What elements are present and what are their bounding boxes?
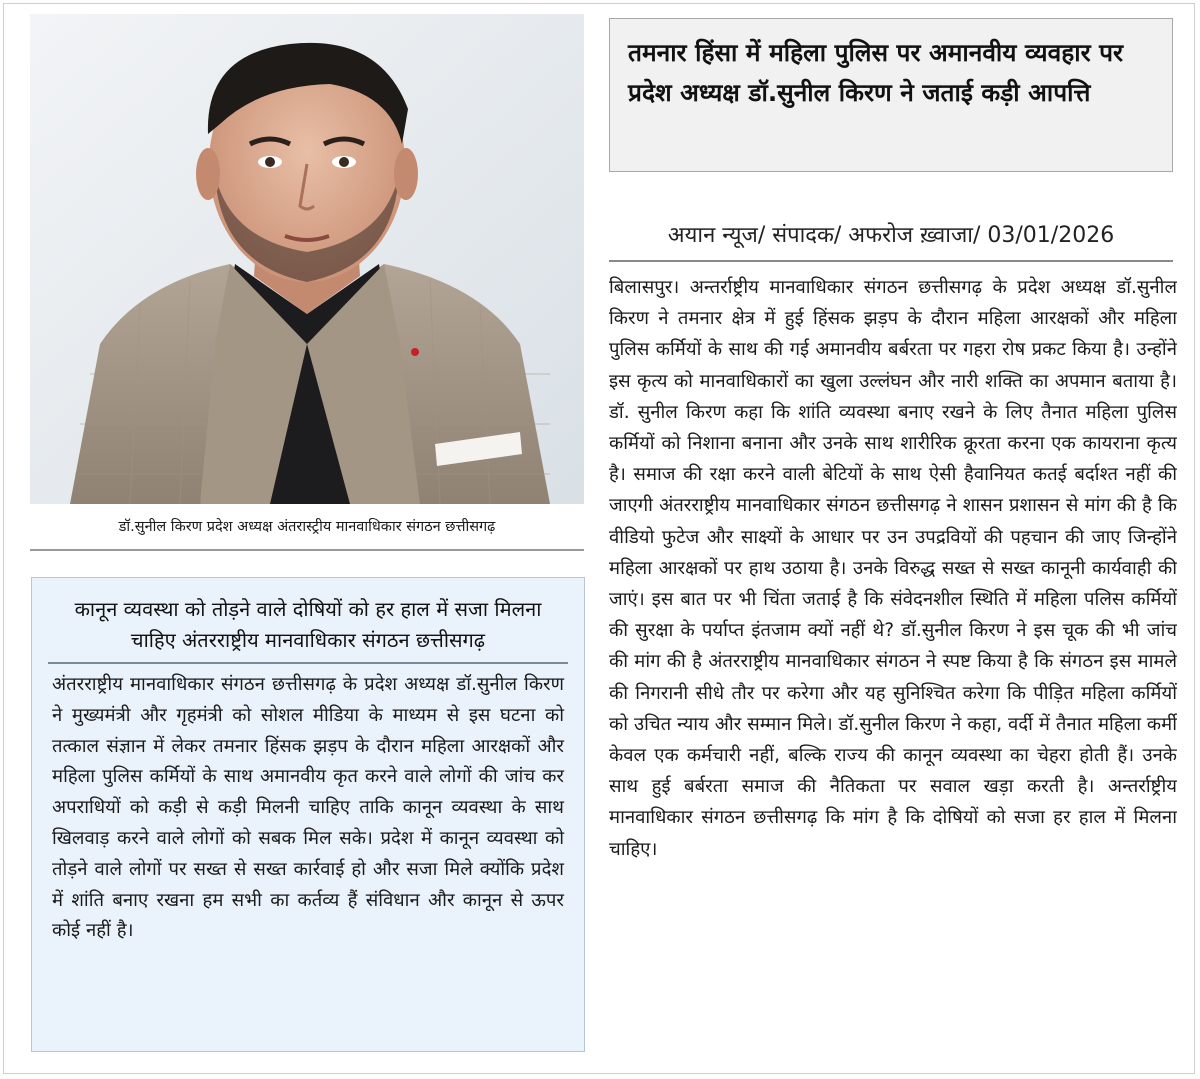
sidebox-body: अंतरराष्ट्रीय मानवाधिकार संगठन छत्तीसगढ़ के प्रदेश अध्यक्ष डॉ.सुनील किरण ने मुख्यमंत्री और गृहमंत्री को सोशल मीडिया के माध्यम से इस घटना को तत्काल संज्ञान में लेकर तमनार हिंसक झड़प के दौरान महिला आरक्षकों और महिला पुलिस कर्मियों के साथ अमानवीय कृत करने वाले लोगों की जांच कर अपराधियों को कड़ी से कड़ी मिलनी चाहिए ताकि कानून व्यवस्था के साथ खिलवाड़ करने वाले लोगों को सबक मिल सके। प्रदेश में कानून व्यवस्था को तोड़ने वाले लोगों पर सख्त से सख्त कार्रवाई हो और सजा मिले क्योंकि प्रदेश में शांति बनाए रखना हम सभी का कर्तव्य हैं संविधान और कानून से ऊपर कोई नहीं है। — [52, 674, 564, 942]
sidebox-heading: कानून व्यवस्था को तोड़ने वाले दोषियों को हर हाल में सजा मिलना चाहिए अंतरराष्ट्रीय मानवाधिकार संगठन छत्तीसगढ़ — [48, 594, 568, 664]
byline: अयान न्यूज/ संपादक/ अफरोज ख़्वाजा/ 03/01/2026 — [609, 210, 1173, 262]
photo-caption: डॉ.सुनील किरण प्रदेश अध्यक्ष अंतरास्ट्रीय मानवाधिकार संगठन छत्तीसगढ़ — [30, 505, 584, 551]
portrait-photo — [30, 14, 584, 504]
headline: तमनार हिंसा में महिला पुलिस पर अमानवीय व्यवहार पर प्रदेश अध्यक्ष डॉ.सुनील किरण ने जताई कड़ी आपत्ति — [609, 18, 1173, 172]
sidebox — [31, 577, 585, 1052]
article-body: बिलासपुर। अन्तर्राष्ट्रीय मानवाधिकार संगठन छत्तीसगढ़ के प्रदेश अध्यक्ष डॉ.सुनील किरण ने तमनार क्षेत्र में हुई हिंसक झड़प के दौरान महिला आरक्षकों और महिला पुलिस कर्मियों के साथ की गई अमानवीय बर्बरता पर गहरा रोष प्रकट किया है। उन्होंने इस कृत्य को मानवाधिकारों का खुला उल्लंघन और नारी शक्ति का अपमान बताया है। डॉ. सुनील किरण कहा कि शांति व्यवस्था बनाए रखने के लिए तैनात महिला पुलिस कर्मियों को निशाना बनाना और उनके साथ शारीरिक क्रूरता करना एक कायराना कृत्य है। समाज की रक्षा करने वाली बेटियों के साथ ऐसी हैवानियत कतई बर्दाश्त नहीं की जाएगी अंतरराष्ट्रीय मानवाधिकार संगठन छत्तीसगढ़ ने शासन प्रशासन से मांग की है कि वीडियो फुटेज और साक्ष्यों के आधार पर उन उपद्रवियों की पहचान की जाए जिन्होंने महिला आरक्षकों पर हाथ उठाया है। उनके विरुद्ध सख्त से सख्त कानूनी कार्यवाही की जाएं। इस बात पर भी चिंता जताई है कि संवेदनशील स्थिति में महिला पलिस कर्मियों की सुरक्षा के पर्याप्त इंतजाम क्यों नहीं थे? डॉ.सुनील किरण ने इस चूक की भी जांच की मांग की है अंतरराष्ट्रीय मानवाधिकार संगठन ने स्पष्ट किया है कि संगठन इस मामले की निगरानी सीधे तौर पर करेगा और यह सुनिश्चित करेगा कि पीड़ित महिला कर्मियों को उचित न्याय और सम्मान मिले। डॉ.सुनील किरण ने कहा, वर्दी में तैनात महिला कर्मी केवल एक कर्मचारी नहीं, बल्कि राज्य की कानून व्यवस्था का चेहरा होती हैं। उनके साथ हुई बर्बरता समाज की नैतिकता पर सवाल खड़ा करती है। अन्तर्राष्ट्रीय मानवाधिकार संगठन छत्तीसगढ़ कि मांग है कि दोषियों को सजा हर हाल में मिलना चाहिए। — [609, 277, 1177, 860]
